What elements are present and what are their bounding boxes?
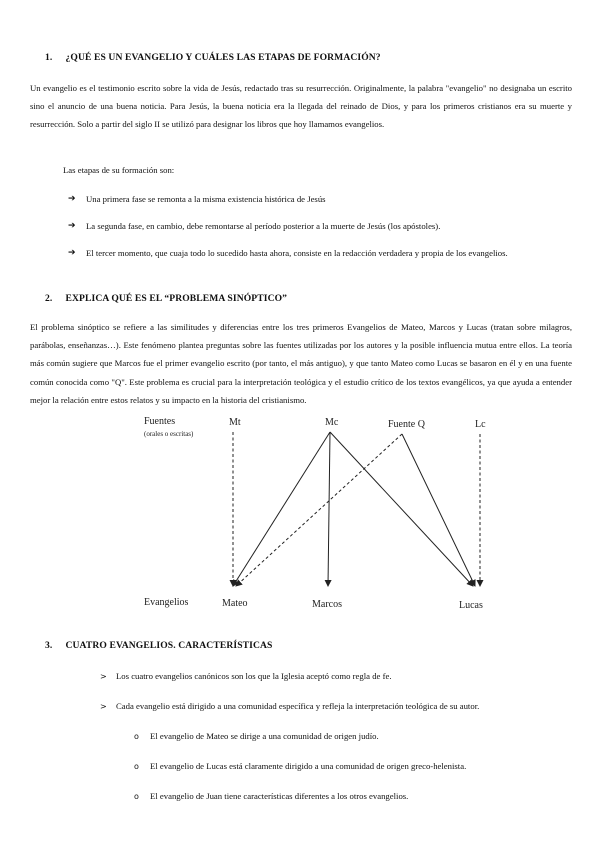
chevron-right-icon: >	[100, 702, 107, 711]
section-2-number: 2.	[45, 293, 53, 304]
section-2-title: EXPLICA QUÉ ES EL “PROBLEMA SINÓPTICO”	[65, 293, 288, 304]
fuentes-label: Fuentes	[144, 416, 176, 427]
stage-item-text: Una primera fase se remonta a la misma existencia histórica de Jesús	[86, 194, 326, 204]
arrow-q-to-mateo	[236, 434, 402, 586]
synoptic-diagram	[130, 410, 500, 610]
section-2-heading	[45, 293, 287, 304]
section-1-heading	[45, 52, 381, 63]
section-3-title: CUATRO EVANGELIOS. CARACTERÍSTICAS	[65, 640, 273, 651]
section-2-paragraph: El problema sinóptico se refiere a las similitudes y diferencias entre los tres primeros Evangelios de Mateo, Marcos y Lucas (tratan sobre milagros, parábolas, enseñanzas…). Este fenómeno plantea preguntas sobre las fuentes utilizadas por los autores y la posible influencia mutua entre ellos. La teoría más común sugiere que Marcos fue el primer evangelio escrito (por tanto, el más antiguo), y que tanto Mateo como Lucas se basaron en él y en una fuente común conocida como "Q". Este problema es crucial para la interpretación teológica y el estudio crítico de los textos evangélicos, ya que ayuda a entender mejor la relación entre estos relatos y su impacto en la historia del cristianismo.	[30, 322, 572, 405]
arrow-mc-to-mateo	[233, 432, 330, 586]
section-3-number: 3.	[45, 640, 53, 651]
source-q-label: Fuente Q	[388, 419, 425, 430]
target-mateo-label: Mateo	[222, 598, 248, 609]
target-lucas-label: Lucas	[459, 600, 483, 611]
section-3-heading	[45, 640, 272, 651]
gospel-subitem	[134, 787, 408, 806]
stages-intro: Las etapas de su formación son:	[63, 165, 175, 175]
stage-item-text: El tercer momento, que cuaja todo lo sucedido hasta ahora, consiste en la redacción verdadera y propia de los evangelios.	[86, 248, 508, 258]
arrow-right-icon: ➔	[68, 194, 76, 204]
stage-item-text: La segunda fase, en cambio, debe remontarse al período posterior a la muerte de Jesús (los apóstoles).	[86, 221, 441, 231]
circle-bullet-icon: o	[134, 732, 139, 741]
characteristic-item-text: Los cuatro evangelios canónicos son los que la Iglesia aceptó como regla de fe.	[116, 671, 392, 681]
gospel-subitem	[134, 727, 379, 746]
gospel-subitem-text: El evangelio de Juan tiene características diferentes a los otros evangelios.	[150, 791, 409, 801]
section-1-paragraph: Un evangelio es el testimonio escrito sobre la vida de Jesús, redactado tras su resurrección. Originalmente, la palabra "evangelio" no designaba un escrito sino el anuncio de una buena noticia. Para Jesús, la buena noticia era la llegada del reinado de Dios, y para los primeros cristianos era su muerte y resurrección. Solo a partir del siglo II se utilizó para designar los libros que hoy llamamos evangelios.	[30, 83, 572, 130]
chevron-right-icon: >	[100, 672, 107, 681]
arrow-right-icon: ➔	[68, 248, 76, 258]
section-1-number: 1.	[45, 52, 53, 63]
fuentes-note: (orales o escritas)	[144, 430, 194, 438]
section-1-title: ¿QUÉ ES UN EVANGELIO Y CUÁLES LAS ETAPAS DE FORMACIÓN?	[65, 52, 381, 63]
characteristic-item-text: Cada evangelio está dirigido a una comunidad específica y refleja la interpretación teológica de su autor.	[116, 701, 480, 711]
source-mt-label: Mt	[229, 417, 241, 428]
characteristic-item	[100, 667, 392, 686]
gospel-subitem	[134, 757, 466, 776]
arrow-q-to-lucas	[402, 434, 475, 586]
source-lc-label: Lc	[475, 419, 486, 430]
arrow-mc-to-marcos	[328, 432, 330, 586]
circle-bullet-icon: o	[134, 792, 139, 801]
arrow-right-icon: ➔	[68, 221, 76, 231]
source-mc-label: Mc	[325, 417, 339, 428]
arrow-mc-to-lucas	[330, 432, 473, 586]
circle-bullet-icon: o	[134, 762, 139, 771]
characteristic-item	[100, 697, 479, 716]
stage-item	[68, 217, 572, 235]
evangelios-label: Evangelios	[144, 597, 189, 608]
stage-item	[68, 190, 572, 208]
target-marcos-label: Marcos	[312, 599, 342, 610]
gospel-subitem-text: El evangelio de Lucas está claramente dirigido a una comunidad de origen greco-helenista.	[150, 761, 467, 771]
gospel-subitem-text: El evangelio de Mateo se dirige a una comunidad de origen judío.	[150, 731, 379, 741]
stage-item	[68, 244, 572, 262]
